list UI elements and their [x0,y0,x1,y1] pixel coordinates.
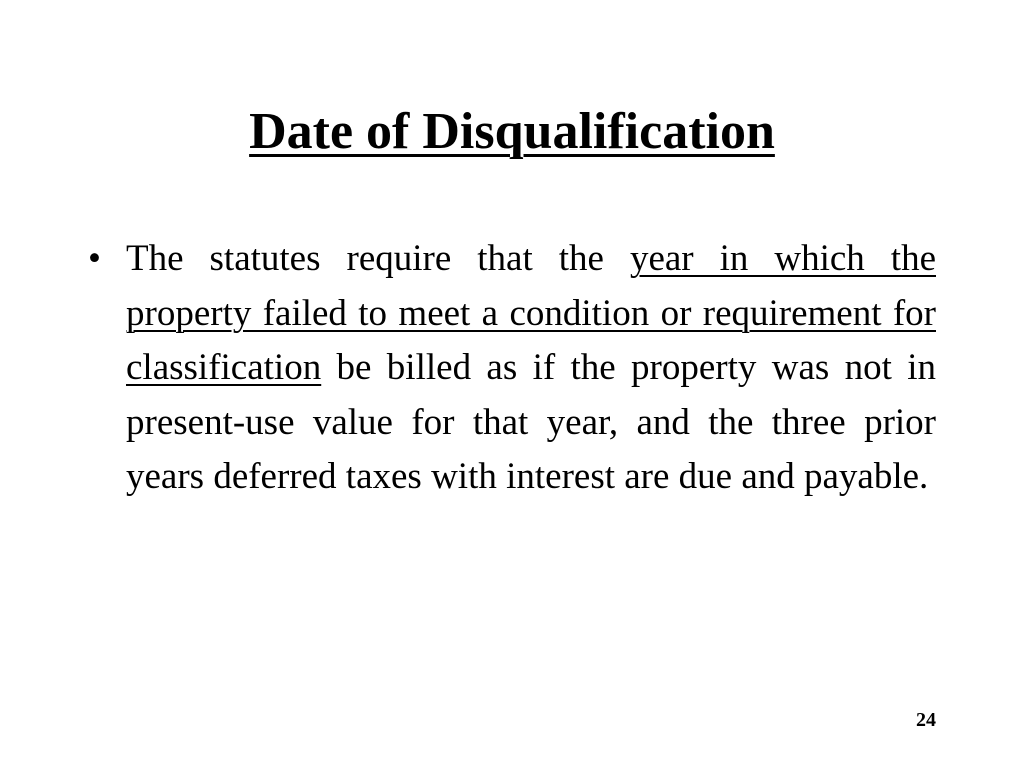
slide-title [0,100,1024,164]
bullet-marker: • [88,238,101,279]
bullet-text-underlined: year in which the property failed to meet a condition or requirement for classification [126,238,936,388]
bullet-list [88,232,936,505]
bullet-text-after: be billed as if the property was not in present-use value for that year, and the three prior years deferred taxes with interest are due and payable. [126,347,936,497]
slide-title-text: Date of Disqualification [249,103,775,160]
bullet-text-before: The statutes require that the [126,238,630,279]
bullet-item [88,232,936,505]
page-number: 24 [916,709,936,731]
